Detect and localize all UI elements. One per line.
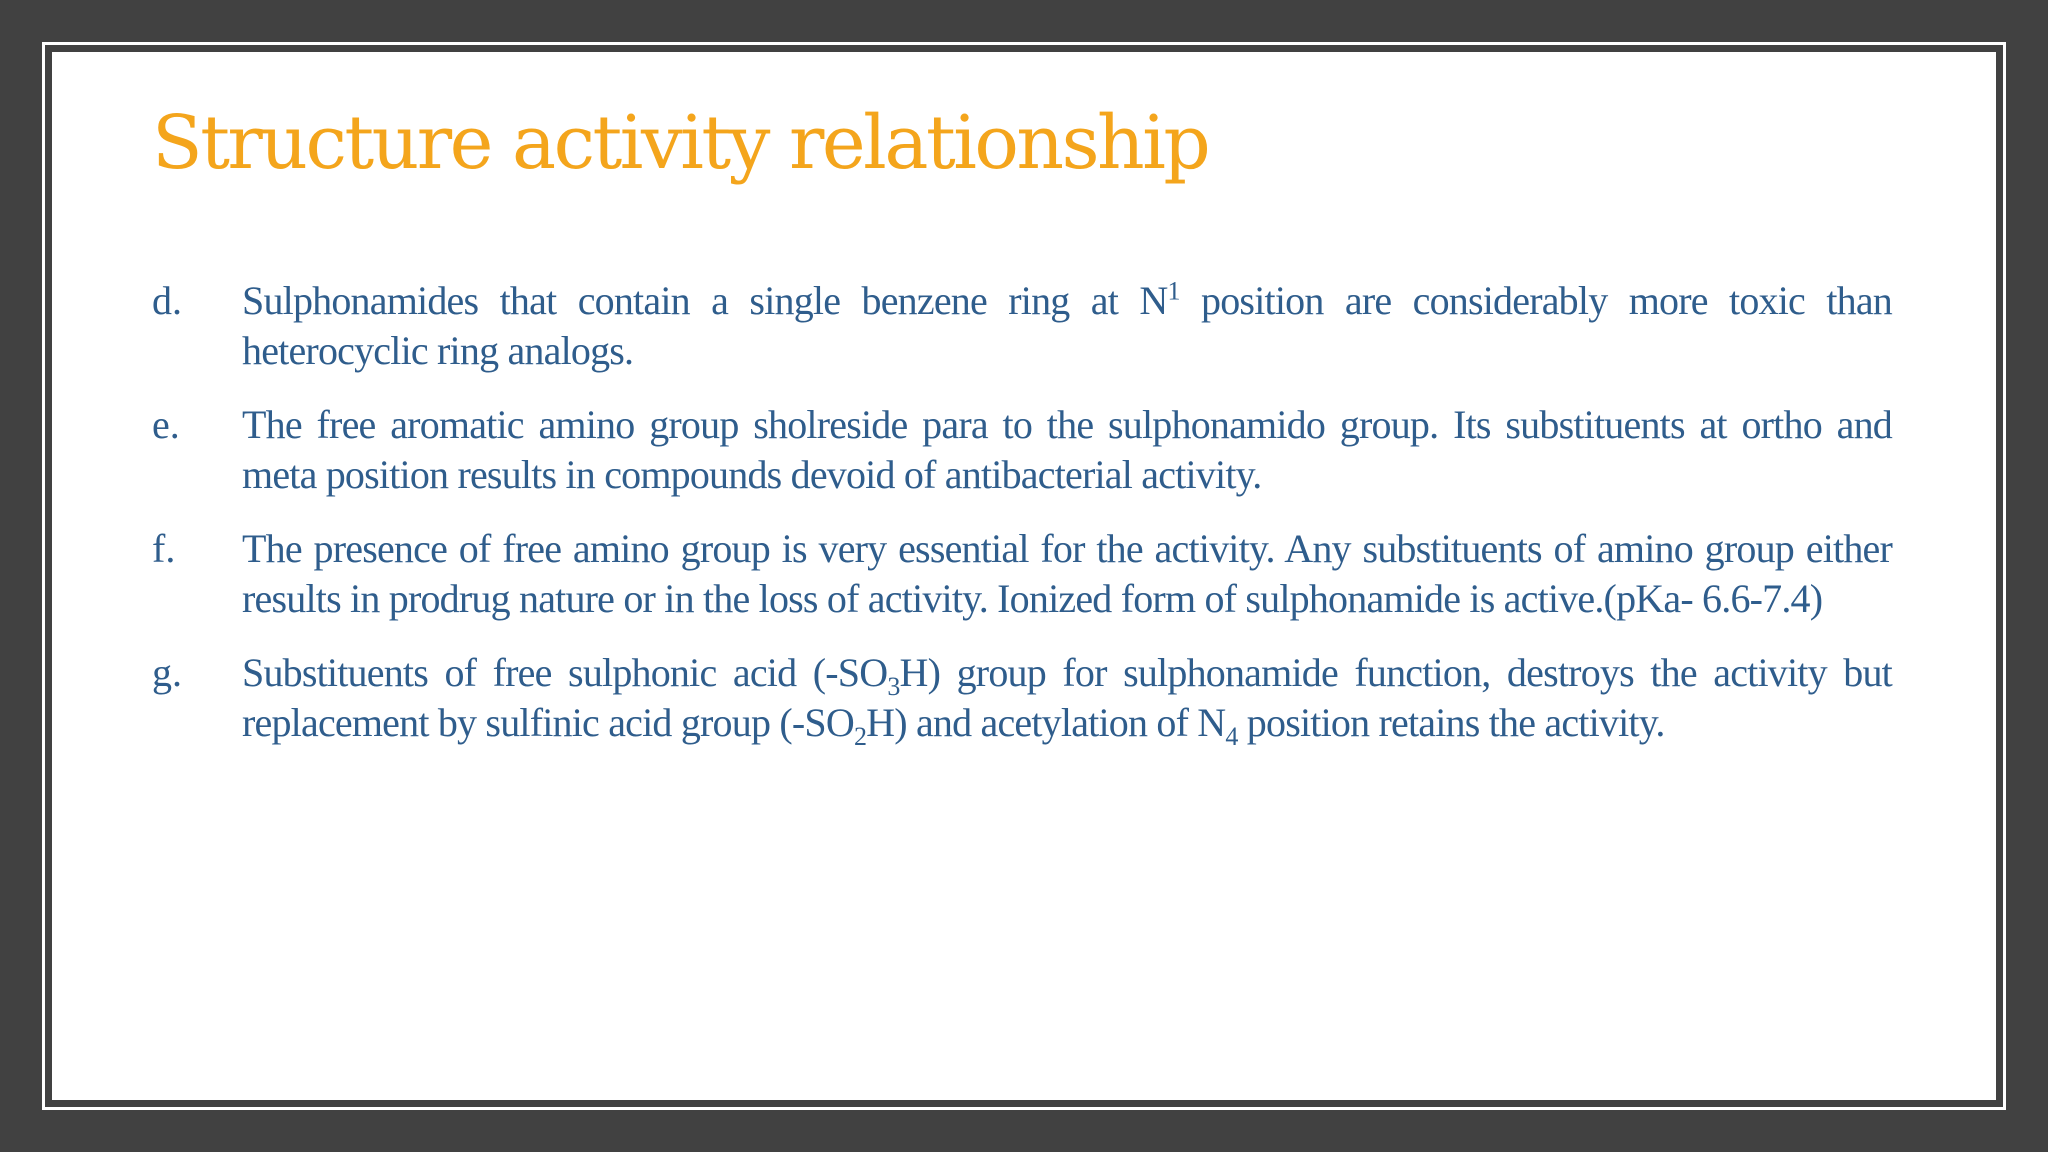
text-segment: position are considerably more toxic than heterocyclic ring analogs. xyxy=(242,278,1893,373)
subscript: 3 xyxy=(887,672,900,701)
text-segment: H) group for sulphonamide function, destroys the activity but replacement by sulfinic acid group (-SO xyxy=(242,650,1892,745)
slide-title: Structure activity relationship xyxy=(152,100,1209,186)
list-item-g xyxy=(152,648,1892,751)
list-item-letter: g. xyxy=(152,650,182,695)
list-item-letter: e. xyxy=(152,402,180,447)
list-item-e xyxy=(152,400,1892,500)
text-segment: Sulphonamides that contain a single benzene ring at N xyxy=(242,278,1168,323)
list-item-letter: d. xyxy=(152,278,182,323)
list-item-letter: f. xyxy=(152,526,176,571)
list-item-text xyxy=(242,648,1892,751)
text-segment: position retains the activity. xyxy=(1237,700,1665,745)
superscript: 1 xyxy=(1167,276,1180,306)
subscript: 2 xyxy=(853,722,867,751)
list-item-f xyxy=(152,524,1892,624)
list-item-d xyxy=(152,276,1892,376)
subscript: 4 xyxy=(1225,722,1238,751)
list-item-text: The presence of free amino group is very essential for the activity. Any substituents of amino group either results in prodrug nature or in the loss of activity. Ionized form of sulphonamide is active.(pKa- 6.6-7.4) xyxy=(242,526,1892,621)
text-segment: Substituents of free sulphonic acid (-SO xyxy=(242,650,888,695)
list-item-text xyxy=(242,276,1892,376)
sar-list xyxy=(152,276,1892,772)
text-segment: H) and acetylation of N xyxy=(866,700,1226,745)
list-item-text: The free aromatic amino group sholreside para to the sulphonamido group. Its substituents at ortho and meta position results in compounds devoid of antibacterial activity. xyxy=(242,402,1892,497)
